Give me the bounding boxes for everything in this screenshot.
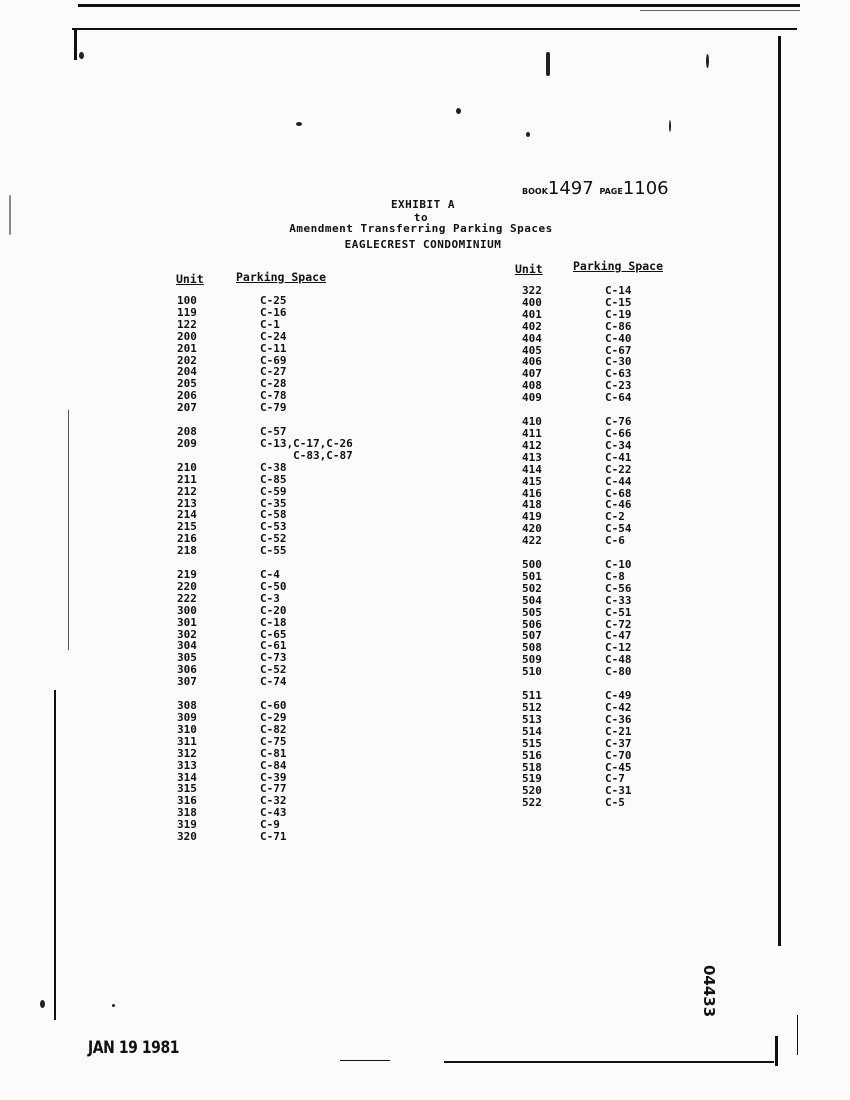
parking-space: C-83,C-87 <box>260 448 353 462</box>
table-row <box>522 476 632 488</box>
page-left-border-upper <box>74 30 77 60</box>
unit-number: 210 <box>177 460 197 474</box>
unit-number: 507 <box>522 629 542 643</box>
unit-number: 301 <box>177 615 197 629</box>
unit-number: 500 <box>522 558 542 572</box>
scan-top-edge-2 <box>640 10 800 11</box>
parking-space: C-19 <box>605 307 632 321</box>
unit-number: 315 <box>177 782 197 796</box>
parking-space: C-41 <box>605 450 632 464</box>
unit-number: 405 <box>522 343 542 357</box>
unit-number: 409 <box>522 391 542 405</box>
parking-space: C-81 <box>260 746 287 760</box>
page-number: 1106 <box>622 178 669 199</box>
unit-number: 200 <box>177 329 197 343</box>
parking-space: C-61 <box>260 639 287 653</box>
parking-space: C-52 <box>260 532 287 546</box>
parking-space: C-12 <box>605 641 632 655</box>
unit-number: 511 <box>522 689 542 703</box>
left-space-header: Parking Space <box>236 270 327 284</box>
parking-space: C-47 <box>605 629 632 643</box>
parking-space: C-28 <box>260 377 287 391</box>
unit-number: 302 <box>177 627 197 641</box>
unit-number: 508 <box>522 641 542 655</box>
table-row <box>177 545 353 557</box>
parking-space: C-32 <box>260 794 287 808</box>
unit-number: 304 <box>177 639 197 653</box>
parking-space: C-3 <box>260 591 280 605</box>
unit-number: 518 <box>522 760 542 774</box>
unit-number: 122 <box>177 317 197 331</box>
book-page-reference <box>522 178 669 199</box>
unit-number: 201 <box>177 341 197 355</box>
right-edge-mark <box>797 1015 798 1055</box>
unit-number: 314 <box>177 770 197 784</box>
unit-number: 311 <box>177 734 197 748</box>
unit-number: 416 <box>522 486 542 500</box>
table-row <box>177 450 353 462</box>
parking-space: C-15 <box>605 295 632 309</box>
scan-speck <box>706 54 709 68</box>
parking-space: C-31 <box>605 784 632 798</box>
parking-space: C-68 <box>605 486 632 500</box>
parking-space: C-72 <box>605 617 632 631</box>
unit-number <box>177 450 260 462</box>
table-row <box>177 402 353 414</box>
unit-number: 418 <box>522 498 542 512</box>
parking-space: C-35 <box>260 496 287 510</box>
table-row <box>522 797 632 809</box>
parking-space: C-2 <box>605 510 625 524</box>
parking-space: C-65 <box>260 627 287 641</box>
parking-space: C-18 <box>260 615 287 629</box>
parking-space: C-59 <box>260 484 287 498</box>
unit-number: 520 <box>522 784 542 798</box>
page-right-border <box>778 36 781 946</box>
bottom-rule-short <box>340 1060 390 1061</box>
table-row <box>522 583 632 595</box>
parking-space: C-51 <box>605 605 632 619</box>
parking-space: C-79 <box>260 401 287 415</box>
parking-space: C-6 <box>605 534 625 548</box>
parking-space: C-64 <box>605 391 632 405</box>
bottom-rule <box>444 1061 774 1063</box>
unit-number: 205 <box>177 377 197 391</box>
unit-number: 213 <box>177 496 197 510</box>
table-row <box>522 321 632 333</box>
scan-speck <box>526 132 530 137</box>
unit-number: 522 <box>522 796 542 810</box>
book-number: 1497 <box>547 178 594 199</box>
table-row <box>177 462 353 474</box>
left-unit-header: Unit <box>176 272 204 286</box>
parking-space: C-57 <box>260 425 287 439</box>
document-number: 04433 <box>700 965 718 1018</box>
parking-space: C-42 <box>605 701 632 714</box>
exhibit-title: EXHIBIT A <box>390 198 456 211</box>
unit-number: 206 <box>177 389 197 403</box>
table-row <box>177 617 353 629</box>
unit-number: 214 <box>177 508 197 522</box>
unit-number: 512 <box>522 701 542 714</box>
exhibit-to: to <box>413 211 429 224</box>
unit-number: 408 <box>522 379 542 393</box>
unit-number: 414 <box>522 462 542 476</box>
unit-number: 209 <box>177 436 197 450</box>
parking-space: C-27 <box>260 365 287 379</box>
unit-number: 211 <box>177 472 197 486</box>
parking-space: C-84 <box>260 758 287 772</box>
unit-number: 306 <box>177 663 197 677</box>
unit-number: 215 <box>177 520 197 534</box>
parking-space: C-55 <box>260 544 287 558</box>
condominium-name: EAGLECREST CONDOMINIUM <box>344 238 502 251</box>
unit-number: 305 <box>177 651 197 665</box>
page-label: PAGE <box>599 187 623 196</box>
parking-space: C-36 <box>605 712 632 726</box>
table-row <box>522 333 632 345</box>
unit-number: 319 <box>177 818 197 832</box>
unit-number: 300 <box>177 603 197 617</box>
unit-number: 422 <box>522 534 542 548</box>
table-row <box>177 760 353 772</box>
parking-space: C-22 <box>605 462 632 476</box>
table-row <box>177 486 353 498</box>
table-row <box>177 605 353 617</box>
parking-space: C-58 <box>260 508 287 522</box>
unit-number: 410 <box>522 415 542 429</box>
parking-space: C-80 <box>605 665 632 679</box>
parking-space: C-63 <box>605 367 632 381</box>
unit-number: 218 <box>177 544 197 558</box>
table-row <box>522 464 632 476</box>
table-row <box>522 309 632 321</box>
unit-number: 406 <box>522 355 542 369</box>
unit-number: 411 <box>522 426 542 440</box>
unit-number: 318 <box>177 806 197 820</box>
parking-space: C-30 <box>605 355 632 369</box>
unit-number: 216 <box>177 532 197 546</box>
parking-space: C-38 <box>260 460 287 474</box>
parking-space: C-7 <box>605 772 625 786</box>
parking-space: C-34 <box>605 438 632 452</box>
parking-space: C-73 <box>260 651 287 665</box>
table-row <box>522 666 632 678</box>
scan-top-edge <box>78 4 800 7</box>
table-row <box>522 738 632 750</box>
parking-space: C-23 <box>605 379 632 393</box>
parking-space: C-10 <box>605 558 632 572</box>
parking-space: C-78 <box>260 389 287 403</box>
parking-space: C-13,C-17,C-26 <box>260 436 353 450</box>
unit-number: 320 <box>177 830 197 844</box>
unit-number: 322 <box>522 284 542 297</box>
parking-space: C-77 <box>260 782 287 796</box>
scan-speck <box>546 52 550 76</box>
table-row <box>177 593 353 605</box>
unit-number: 402 <box>522 319 542 333</box>
parking-space: C-21 <box>605 724 632 738</box>
table-row <box>522 607 632 619</box>
scan-speck <box>296 122 302 126</box>
parking-space: C-9 <box>260 818 280 832</box>
unit-number: 413 <box>522 450 542 464</box>
unit-number: 309 <box>177 711 197 724</box>
unit-number: 501 <box>522 569 542 583</box>
parking-space: C-11 <box>260 341 287 355</box>
bottom-right-mark <box>775 1036 778 1066</box>
table-row <box>522 452 632 464</box>
unit-number: 506 <box>522 617 542 631</box>
right-space-header: Parking Space <box>573 259 664 273</box>
parking-space: C-4 <box>260 568 280 582</box>
parking-space: C-60 <box>260 699 287 713</box>
table-row <box>177 343 353 355</box>
unit-number: 515 <box>522 736 542 750</box>
parking-space: C-50 <box>260 579 287 593</box>
unit-number: 219 <box>177 568 197 582</box>
unit-number: 222 <box>177 591 197 605</box>
parking-space: C-29 <box>260 711 287 724</box>
table-row <box>522 440 632 452</box>
book-label: BOOK <box>522 187 548 196</box>
parking-space: C-67 <box>605 343 632 357</box>
parking-space: C-82 <box>260 722 287 736</box>
unit-number: 204 <box>177 365 197 379</box>
table-row <box>177 831 353 843</box>
parking-space: C-71 <box>260 830 287 844</box>
unit-number: 401 <box>522 307 542 321</box>
left-parking-table <box>177 295 353 843</box>
parking-space: C-56 <box>605 581 632 595</box>
scan-speck <box>669 120 671 132</box>
table-row <box>177 319 353 331</box>
unit-number: 412 <box>522 438 542 452</box>
unit-number: 119 <box>177 305 197 319</box>
unit-number: 220 <box>177 579 197 593</box>
parking-space: C-66 <box>605 426 632 440</box>
unit-number: 504 <box>522 593 542 607</box>
unit-number: 208 <box>177 425 197 439</box>
table-row <box>177 331 353 343</box>
unit-number: 519 <box>522 772 542 786</box>
unit-number: 502 <box>522 581 542 595</box>
parking-space: C-75 <box>260 734 287 748</box>
scan-speck <box>79 52 84 59</box>
parking-space: C-86 <box>605 319 632 333</box>
table-row <box>177 748 353 760</box>
unit-number: 513 <box>522 712 542 726</box>
parking-space: C-37 <box>605 736 632 750</box>
parking-space: C-69 <box>260 353 287 367</box>
parking-space: C-70 <box>605 748 632 762</box>
parking-space: C-20 <box>260 603 287 617</box>
parking-space: C-39 <box>260 770 287 784</box>
unit-number: 313 <box>177 758 197 772</box>
parking-space: C-46 <box>605 498 632 512</box>
table-row <box>522 535 632 547</box>
parking-space: C-24 <box>260 329 287 343</box>
unit-number: 420 <box>522 522 542 536</box>
parking-space: C-25 <box>260 294 287 307</box>
parking-space: C-76 <box>605 415 632 429</box>
table-row <box>522 392 632 404</box>
unit-number: 310 <box>177 722 197 736</box>
right-unit-header: Unit <box>515 262 543 276</box>
parking-space: C-74 <box>260 675 287 689</box>
table-row <box>522 750 632 762</box>
parking-space: C-14 <box>605 284 632 297</box>
parking-space: C-49 <box>605 689 632 703</box>
table-row <box>177 736 353 748</box>
unit-number: 415 <box>522 474 542 488</box>
unit-number: 509 <box>522 653 542 667</box>
unit-number: 212 <box>177 484 197 498</box>
parking-space: C-54 <box>605 522 632 536</box>
unit-number: 400 <box>522 295 542 309</box>
unit-number: 312 <box>177 746 197 760</box>
unit-number: 419 <box>522 510 542 524</box>
unit-number: 308 <box>177 699 197 713</box>
scan-speck <box>456 108 461 114</box>
date-stamp: JAN 19 1981 <box>88 1038 180 1058</box>
scan-speck <box>112 1004 115 1007</box>
parking-space: C-52 <box>260 663 287 677</box>
table-row <box>522 726 632 738</box>
unit-number: 202 <box>177 353 197 367</box>
table-row <box>177 474 353 486</box>
unit-number: 514 <box>522 724 542 738</box>
parking-space: C-43 <box>260 806 287 820</box>
unit-number: 316 <box>177 794 197 808</box>
parking-space: C-5 <box>605 796 625 810</box>
parking-space: C-53 <box>260 520 287 534</box>
amendment-title: Amendment Transferring Parking Spaces <box>289 222 553 235</box>
table-row <box>522 595 632 607</box>
unit-number: 510 <box>522 665 542 679</box>
right-parking-table <box>522 285 632 809</box>
parking-space: C-48 <box>605 653 632 667</box>
parking-space: C-1 <box>260 317 280 331</box>
parking-space: C-85 <box>260 472 287 486</box>
page-left-border-lower <box>54 690 56 1020</box>
parking-space: C-44 <box>605 474 632 488</box>
page-left-border-mid <box>68 410 69 650</box>
unit-number: 516 <box>522 748 542 762</box>
parking-space: C-8 <box>605 569 625 583</box>
parking-space: C-40 <box>605 331 632 345</box>
unit-number: 207 <box>177 401 197 415</box>
unit-number: 100 <box>177 294 197 307</box>
unit-number: 407 <box>522 367 542 381</box>
parking-space: C-45 <box>605 760 632 774</box>
unit-number: 404 <box>522 331 542 345</box>
parking-space: C-33 <box>605 593 632 607</box>
unit-number: 505 <box>522 605 542 619</box>
parking-space: C-16 <box>260 305 287 319</box>
scan-speck <box>40 1000 45 1008</box>
table-row <box>177 676 353 688</box>
page-top-border <box>72 28 797 30</box>
unit-number: 307 <box>177 675 197 689</box>
